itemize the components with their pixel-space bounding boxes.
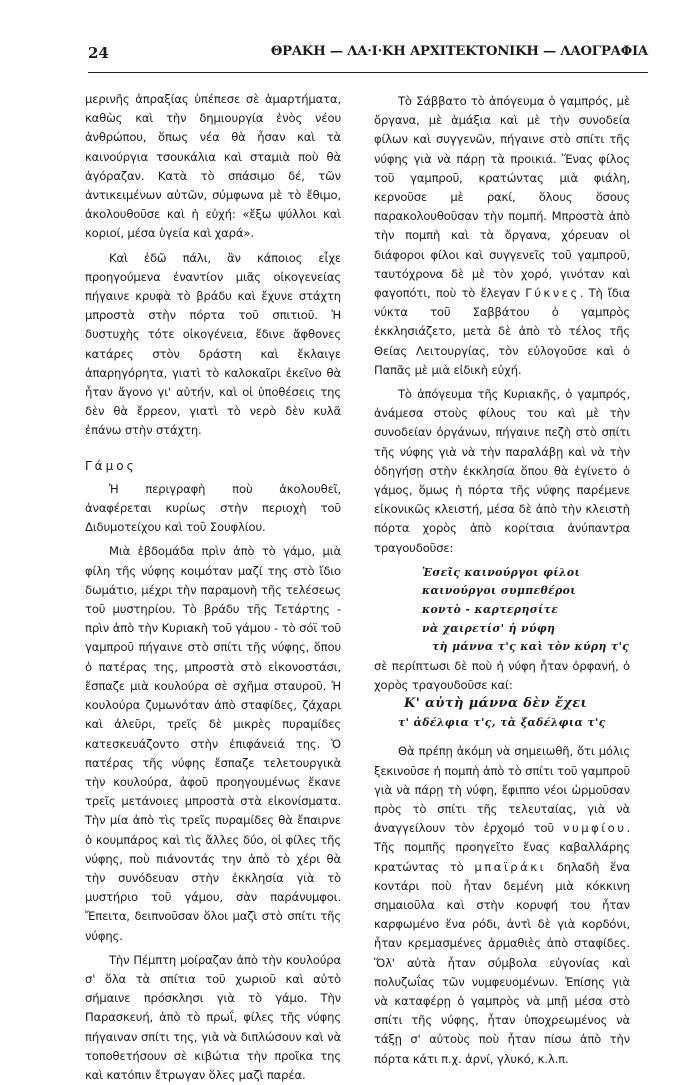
verse-line: Ἐσεῖς καινούργοι φίλοι	[422, 565, 581, 579]
paragraph: Τὸ ἀπόγευμα τῆς Κυριακῆς, ὁ γαμπρός, ἀνάμεσα στοὺς φίλους του καὶ μὲ τὴν συνοδείαν ὀργάνων, πήγαινε πεζὴ στὸ σπίτι τῆς νύφης γιὰ νὰ τὴν παραλάβῃ καὶ νὰ τὴν ὁδηγήσῃ στὴν ἐκκλησία ὅπου θὰ ἐγίνετο ὁ γάμος, ὅμως ἡ πόρτα τῆς νύφης παρέμενε εἰκονικῶς κλειστή, μέσα δὲ ἀπὸ τὴν κλειστὴ πόρτα χορὸς ἀπὸ κορίτσια ἀνύπαντρα τραγουδοῦσε:	[374, 387, 630, 555]
verse-line: τὴ μάννα τ'ς καὶ τὸν κύρη τ'ς	[432, 640, 630, 654]
verse-line: Κ' αὐτὴ μάννα δὲν ἔχει	[404, 696, 588, 712]
header-rule	[88, 72, 648, 73]
spaced-term: νυμφίου	[563, 821, 627, 836]
verse-line: τ' ἀδέλφια τ'ς, τὰ ξαδέλφια τ'ς	[398, 715, 606, 729]
song-verse	[374, 564, 630, 657]
verse-line: καινούργοι συμπεθέροι	[422, 584, 576, 598]
paragraph: Ἡ περιγραφὴ ποὺ ἀκολουθεῖ, ἀναφέρεται κυρίως στὴν περιοχὴ τοῦ Διδυμοτείχου καὶ τοῦ Σουφλίου.	[85, 481, 341, 535]
paragraph: Καὶ ἐδῶ πάλι, ἂν κάποιος εἶχε προηγούμενα ἐναντίον μιᾶς οἰκογενείας πήγαινε κρυφὰ τὸ βράδυ καὶ ἔχυνε στάχτη μπροστὰ στὴν πόρτα τοῦ σπιτιοῦ. Ἡ δυστυχὴς τότε οἰκογένεια, ἔδινε ἄφθονες κατάρες στὸν δράστη καὶ ἔκλαιγε ἀπαρηγόρητα, γιατὶ τὸ καλοκαῖρι ἐκεῖνο θὰ ἦταν ἄγονο γι' αὐτήν, καὶ οἱ ὑποθέσεις της δὲν θὰ ἔρρεον, γιατὶ τὸ νερὸ δὲν κυλᾶ ἐπάνω στὴν στάχτη.	[85, 250, 341, 438]
verse-line: νὰ χαιρετίσ' ἡ νύφη	[422, 621, 556, 635]
page-number: 24	[88, 44, 109, 62]
spaced-term: Γύκνες	[525, 286, 580, 301]
page-header	[88, 44, 648, 66]
paragraph	[374, 742, 630, 1068]
verse-line: κοντὸ - καρτερησίτε	[422, 603, 559, 617]
paragraph-text: . Τῆς πομπῆς προηγεῖτο ἕνας καβαλλάρης κρατώντας τὸ	[374, 821, 630, 874]
paragraph: μερινῆς ἀπραξίας ὑπέπεσε σὲ ἁμαρτήματα, καθὼς καὶ τὴν δημιουργία ἑνὸς νέου ἀνθρώπου, ὅπως νέα θὰ ἦσαν καὶ τὰ καινούργια τσουκάλια καὶ σταμιὰ ποὺ θὰ ἀγόραζαν. Κατὰ τὸ σπάσιμο δέ, τῶν ἀντικειμένων αὐτῶν, σύμφωνα μὲ τὸ ἔθιμο, ἀκολουθοῦσε καὶ ἡ εὐχή: «ἔξω ψύλλοι καὶ κοριοί, μέσα ὑγεία καὶ χαρά».	[85, 92, 341, 241]
right-column	[374, 92, 630, 1069]
paragraph	[374, 92, 630, 380]
song-verse	[374, 695, 630, 732]
paragraph-text: δηλαδὴ ἕνα κοντάρι ποὺ ἦταν δεμένη μιὰ κόκκινη σημαιοῦλα καὶ στὴν κορυφή του ἦταν καρφωμένο ἕνα ρόδι, ἀντὶ δὲ γιὰ κορδόνι, ἦταν κρεμασμένες ἀρμαθιὲς ἀπὸ σταφίδες. Ὅλ' αὐτὰ ἦταν σύμβολα εὐγονίας καὶ πολυζωΐας τῶν νυμφευομένων. Ἐπίσης γιὰ νὰ καταφέρῃ ὁ γαμπρὸς νὰ μπῇ μέσα στὸ σπίτι τῆς νύφης, ἦταν ὑποχρεωμένος νὰ τάξῃ σ' αὐτοὺς ποὺ ἦταν πίσω ἀπὸ τὴν πόρτα κάτι π.χ. ἀρνί, γλυκό, κ.λ.π.	[374, 859, 630, 1066]
left-column	[85, 90, 341, 1085]
paragraph: Μιὰ ἑβδομάδα πρὶν ἀπὸ τὸ γάμο, μιὰ φίλη τῆς νύφης κοιμόταν μαζί της στὸ ἴδιο δωμάτιο, μέχρι τὴν παραμονὴ τῆς τελέσεως τοῦ μυστηρίου. Τὸ βράδυ τῆς Τετάρτης - πρὶν ἀπὸ τὴν Κυριακὴ τοῦ γάμου - τὸ σόϊ τοῦ γαμπροῦ πήγαινε στὸ σπίτι τῆς νύφης, ὅπου ὁ πατέρας της, μπροστὰ στὸ εἰκονοστάσι, ἔσπαζε μιὰ κουλούρα σὲ σχῆμα σταυροῦ. Ἡ κουλούρα ζυμωνόταν ἀπὸ σταφίδες, ζάχαρι καὶ ἀλεῦρι, τρεῖς δὲ μικρὲς πυραμίδες κατεσκευάζοντο στὴν ἐπιφάνειά της. Ὁ πατέρας τῆς νύφης ἔσπαζε τελετουργικὰ τὴν κουλούρα, ἀφοῦ προηγουμένως ἔκανε τρεῖς μετάνοιες μπροστὰ στὰ εἰκονίσματα. Τὴν μία ἀπὸ τὶς τρεῖς πυραμίδες θὰ ἔπαιρνε ὁ κουμπάρος καὶ τὶς ἄλλες δύο, οἱ φίλες τῆς νύφης, ποὺ πιάνοντάς την ἀπὸ τὸ χέρι θὰ τὴν συνόδευαν στὴν ἐκκλησία γιὰ τὸ μυστήριο τοῦ γάμου, σὰν παράνυμφοι. Ἔπειτα, δειπνοῦσαν ὅλοι μαζὶ στὸ σπίτι τῆς νύφης.	[85, 544, 341, 943]
running-title: ΘΡΑΚΗ — ΛΑ·Ι·ΚΗ ΑΡΧΙΤΕΚΤΟΝΙΚΗ — ΛΑΟΓΡΑΦΙΑ	[270, 44, 648, 59]
section-heading: Γάμος	[85, 458, 137, 473]
paragraph: σὲ περίπτωσι δὲ ποὺ ἡ νύφη ἦταν ὀρφανή, ὁ χορὸς τραγουδοῦσε καί:	[374, 658, 630, 693]
paragraph-text: Τὸ Σάββατο τὸ ἀπόγευμα ὁ γαμπρός, μὲ ὄργανα, μὲ ἁμάξια καὶ μὲ τὴν συνοδεία φίλων καὶ συγγενῶν, πήγαινε στὸ σπίτι τῆς νύφης γιὰ νὰ πάρῃ τὰ προικιά. Ἕνας φίλος τοῦ γαμπροῦ, κρατώντας μιὰ φιάλη, κερνοῦσε μὲ ρακί, ὅλους ὅσους παρακολουθοῦσαν τὴν πομπή. Μπροστὰ ἀπὸ τὴν πομπὴ καὶ τὰ ὄργανα, χόρευαν οἱ διάφοροι φίλοι καὶ συγγενεῖς τοῦ γαμπροῦ, ταυτόχρονα δὲ μὲ τὸν χορό, γινόταν καὶ φαγοπότι, ποὺ τὸ ἔλεγαν	[374, 94, 630, 301]
spaced-term: μπαϊράκι	[474, 859, 547, 874]
paragraph-text: Θὰ πρέπῃ ἀκόμη νὰ σημειωθῆ, ὅτι μόλις ξεκινοῦσε ἡ πομπὴ ἀπὸ τὸ σπίτι τοῦ γαμπροῦ γιὰ νὰ πάρῃ τὴ νύφη, ἔφιππο νέοι ὡρμοῦσαν πρὸς τὸ σπίτι τῆς τελευταίας, γιὰ νὰ ἀναγγείλουν τὸν ἐρχομό τοῦ	[374, 744, 630, 836]
paragraph-text: . Τὴ ἴδια νύκτα τοῦ Σαββάτου ὁ γαμπρὸς ἐκκλησιάζετο, μετὰ δὲ ἀπὸ τὸ τέλος τῆς Θείας Λειτουργίας, τὸν εὐλογοῦσε καὶ ὁ Παπᾶς μὲ μιὰ εἰδικὴ εὐχή.	[374, 286, 631, 377]
paragraph: Τὴν Πέμπτη μοίραζαν ἀπὸ τὴν κουλούρα σ' ὅλα τὰ σπίτια τοῦ χωριοῦ καὶ αὐτὸ σήμαινε πρόσκλησι γιὰ τὸ γάμο. Τὴν Παρασκευή, ἀπὸ τὸ πρωΐ, φίλες τῆς νύφης πήγαιναν σπίτι της, γιὰ νὰ διπλώσουν καὶ νὰ τοποθετήσουν σὲ κιβώτια τὴν προῖκα της καὶ κατόπιν ἔτρωγαν ὅλες μαζὶ παρέα.	[85, 952, 341, 1082]
